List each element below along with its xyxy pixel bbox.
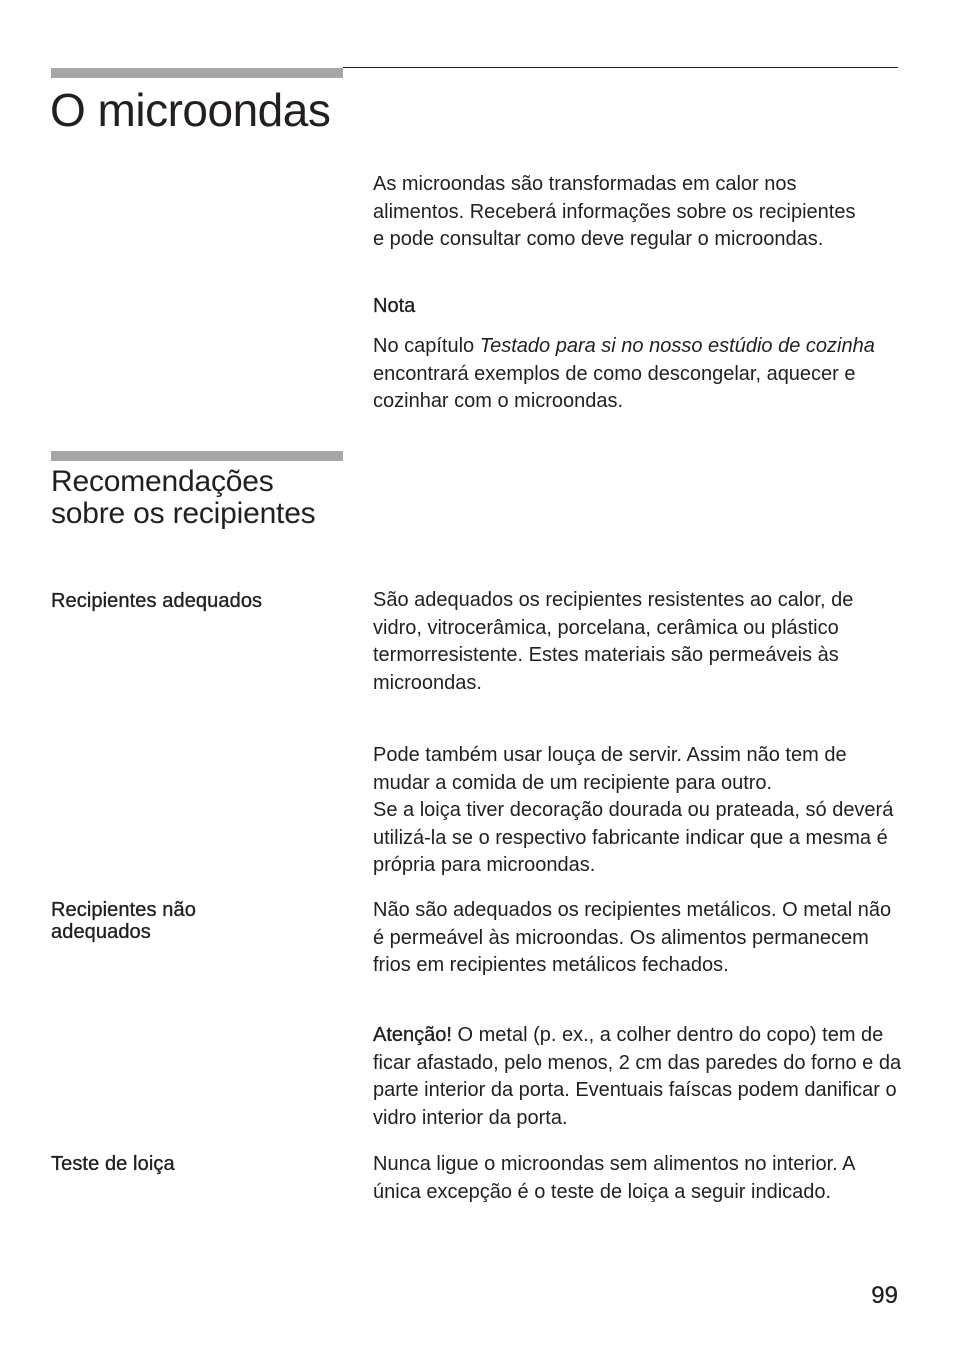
adequados-paragraph-2 bbox=[373, 742, 903, 880]
note-chapter-reference: Testado para si no nosso estúdio de cozinha bbox=[479, 335, 875, 357]
title-rule-thin bbox=[343, 67, 898, 68]
warning-text: O metal (p. ex., a colher dentro do copo) tem de ficar afastado, pelo menos, 2 cm das paredes do forno e da parte interior da porta. Eventuais faíscas podem danificar o vidro interior da porta. bbox=[373, 1024, 902, 1129]
section-title: Recomendações sobre os recipientes bbox=[51, 465, 316, 530]
adequados-paragraph-2-line-2: Se a loiça tiver decoração dourada ou prateada, só deverá utilizá-la se o respectivo fabricante indicar que a mesma é própria para microondas. bbox=[373, 799, 894, 876]
page-title: O microondas bbox=[50, 84, 331, 136]
adequados-paragraph-2-line-1: Pode também usar louça de servir. Assim não tem de mudar a comida de um recipiente para outro. bbox=[373, 744, 847, 794]
label-teste-de-loica: Teste de loiça bbox=[51, 1153, 175, 1175]
adequados-paragraph-1 bbox=[373, 587, 903, 697]
page-number: 99 bbox=[871, 1282, 898, 1309]
nao-adequados-paragraph-1: Não são adequados os recipientes metálicos. O metal não é permeável às microondas. Os alimentos permanecem frios em recipientes metálicos fechados. bbox=[373, 899, 892, 976]
note-paragraph bbox=[373, 333, 893, 416]
adequados-paragraph-1-line-2: vidro, vitrocerâmica, porcelana, cerâmica ou plástico termorresistente. Estes materiais são permeáveis às microondas. bbox=[373, 616, 839, 694]
note-text-before: No capítulo bbox=[373, 335, 480, 357]
nao-adequados-warning bbox=[373, 1022, 905, 1132]
label-recipientes-nao-adequados: Recipientes não adequados bbox=[51, 899, 196, 943]
adequados-paragraph-1-line-1: São adequados os recipientes resistentes ao calor, de bbox=[373, 589, 854, 611]
label-recipientes-adequados: Recipientes adequados bbox=[51, 590, 263, 612]
warning-label: Atenção! bbox=[373, 1024, 452, 1046]
section-rule bbox=[51, 451, 343, 461]
title-rule-thick bbox=[51, 68, 343, 78]
teste-paragraph: Nunca ligue o microondas sem alimentos no interior. A única excepção é o teste de loiça a seguir indicado. bbox=[373, 1153, 855, 1203]
note-text-after: encontrará exemplos de como descongelar, aquecer e cozinhar com o microondas. bbox=[373, 362, 856, 412]
note-label: Nota bbox=[373, 295, 416, 317]
intro-paragraph: As microondas são transformadas em calor nos alimentos. Receberá informações sobre os recipientes e pode consultar como deve regular o microondas. bbox=[373, 173, 856, 250]
